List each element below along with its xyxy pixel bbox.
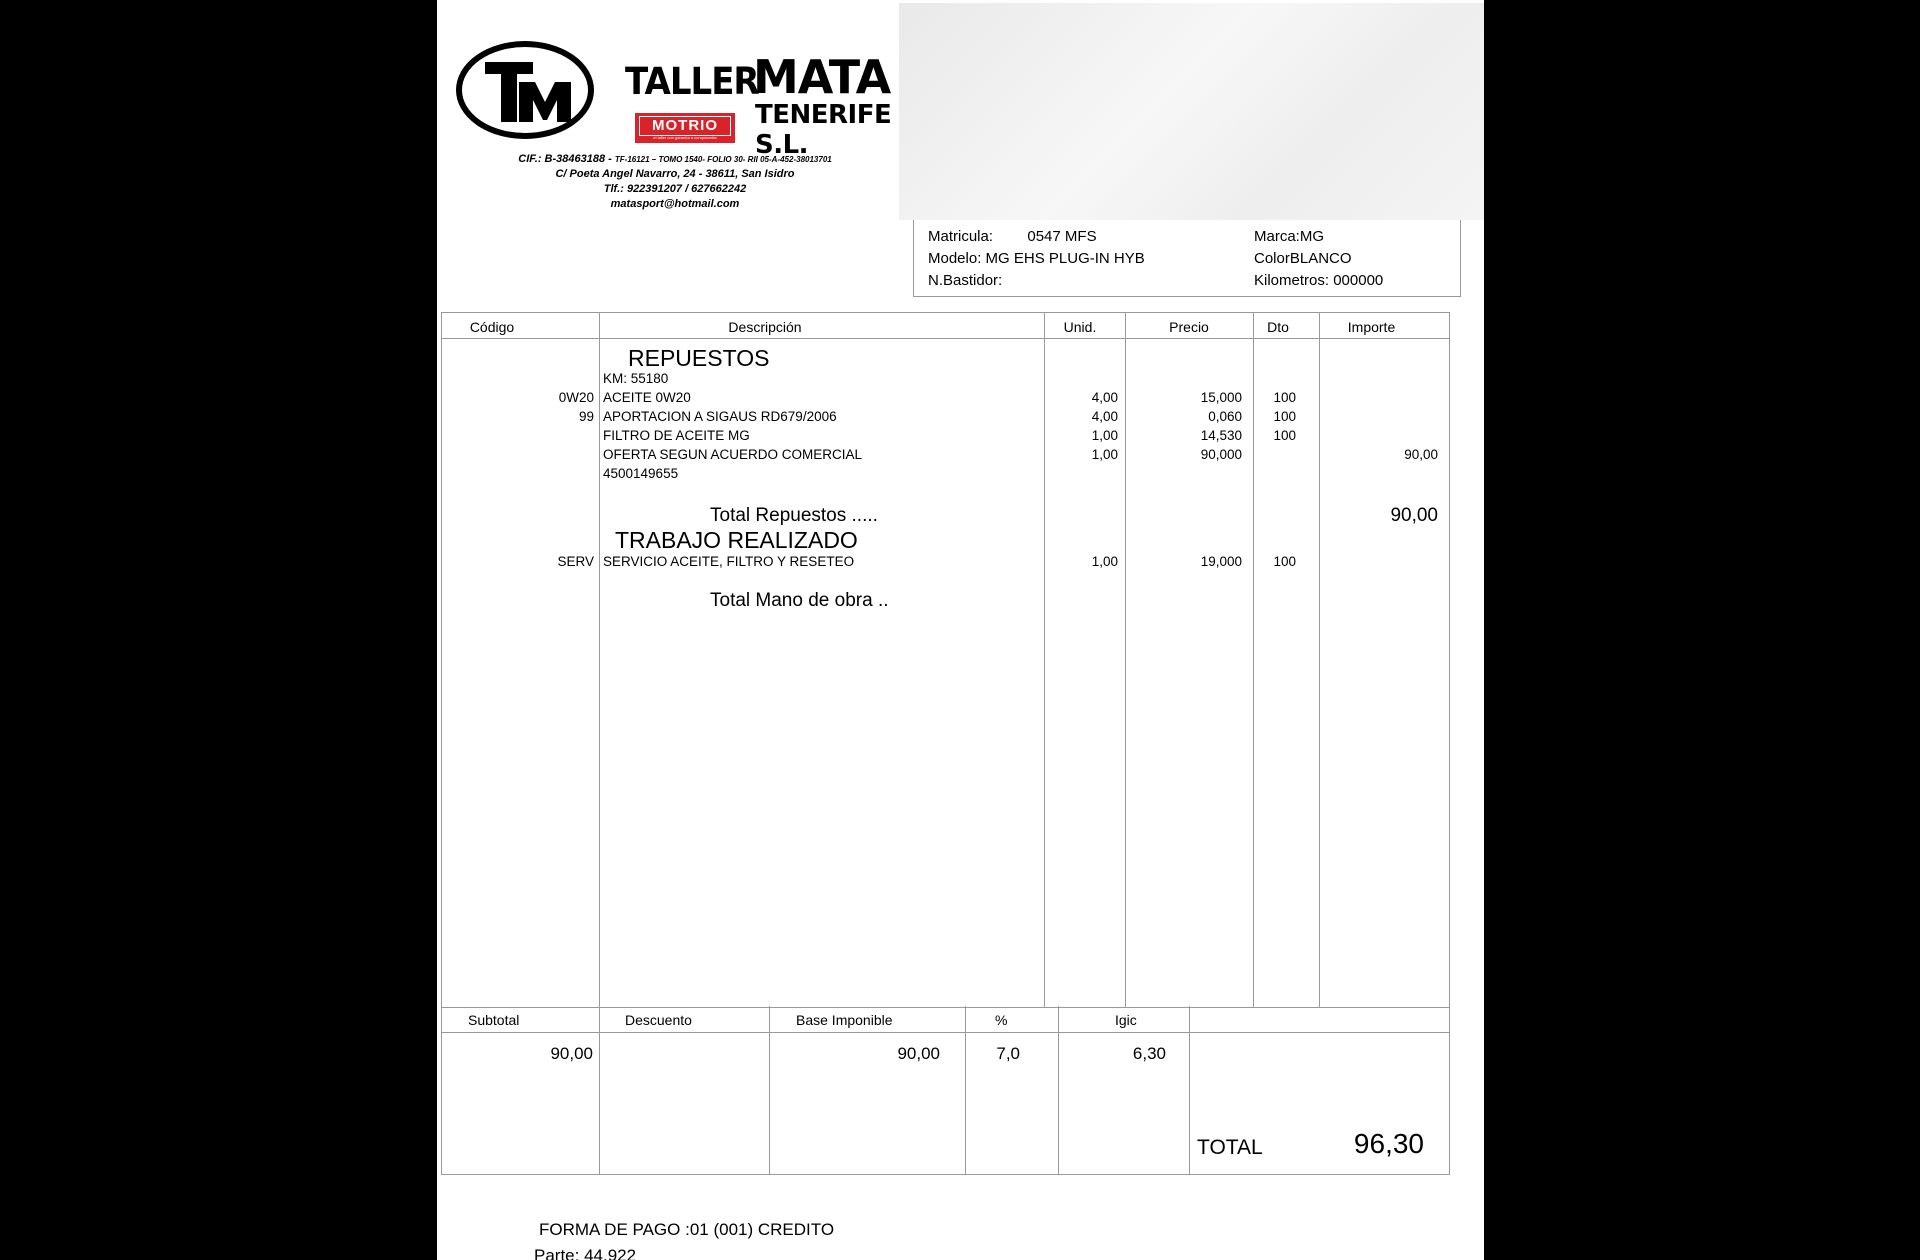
color-row bbox=[1254, 250, 1352, 267]
row-precio: 14,530 bbox=[1200, 428, 1242, 443]
row-codigo: 0W20 bbox=[558, 390, 594, 405]
row-descripcion: FILTRO DE ACEITE MG bbox=[603, 428, 750, 443]
header-precio: Precio bbox=[1169, 319, 1209, 335]
header-unid: Unid. bbox=[1063, 319, 1097, 335]
total-repuestos-value: 90,00 bbox=[1390, 505, 1438, 526]
km-note: KM: 55180 bbox=[603, 371, 669, 386]
total-repuestos-label: Total Repuestos ..... bbox=[710, 505, 878, 526]
logo-word-mata: MATA bbox=[753, 50, 891, 104]
row-dto: 100 bbox=[1273, 409, 1296, 424]
subtotal-value: 90,00 bbox=[550, 1044, 593, 1063]
repuestos-title: REPUESTOS bbox=[628, 345, 770, 371]
cif: CIF.: B-38463188 - bbox=[518, 153, 612, 165]
marca-value: MG bbox=[1299, 228, 1325, 245]
invoice-page bbox=[437, 0, 1484, 1260]
total-label: TOTAL bbox=[1197, 1136, 1263, 1159]
logo-word-taller: TALLER bbox=[625, 60, 759, 104]
motrio-label: MOTRIO bbox=[639, 116, 731, 136]
color-value: BLANCO bbox=[1289, 250, 1352, 267]
trabajo-title: TRABAJO REALIZADO bbox=[615, 527, 858, 553]
row-descripcion: APORTACION A SIGAUS RD679/2006 bbox=[603, 409, 837, 424]
modelo-label: Modelo: bbox=[928, 250, 982, 267]
parte-row bbox=[534, 1246, 636, 1260]
address: C/ Poeta Angel Navarro, 24 - 38611, San Isidro bbox=[555, 168, 795, 180]
total-value: 96,30 bbox=[1353, 1128, 1424, 1159]
pct-value: 7,0 bbox=[996, 1044, 1020, 1063]
row-importe: 90,00 bbox=[1404, 447, 1438, 462]
modelo-value: MG EHS PLUG-IN HYB bbox=[985, 250, 1145, 267]
row-dto: 100 bbox=[1273, 428, 1296, 443]
redacted-region bbox=[899, 3, 1484, 220]
header-descripcion: Descripción bbox=[728, 319, 802, 335]
igic-value: 6,30 bbox=[1132, 1044, 1166, 1063]
summary-table bbox=[441, 1006, 1450, 1175]
row-descripcion: SERVICIO ACEITE, FILTRO Y RESETEO bbox=[603, 554, 855, 569]
cif-line bbox=[455, 152, 895, 167]
email: matasport@hotmail.com bbox=[610, 198, 740, 210]
motrio-badge bbox=[635, 113, 735, 143]
km-value: 000000 bbox=[1333, 272, 1384, 289]
row-descripcion: ACEITE 0W20 bbox=[603, 390, 691, 405]
row-codigo: 99 bbox=[578, 409, 594, 424]
base-label: Base Imponible bbox=[796, 1012, 893, 1028]
phone: Tlf.: 922391207 / 627662242 bbox=[603, 183, 747, 195]
company-logo bbox=[455, 40, 895, 220]
marca-row bbox=[1254, 228, 1324, 245]
motrio-tagline: el taller con garantía a conquicontia bbox=[653, 135, 717, 140]
parte-value: 44.922 bbox=[584, 1246, 637, 1260]
registry: TF-16121 – TOMO 1540- FOLIO 30- RII 05-A-452-38013701 bbox=[614, 155, 832, 164]
row-descripcion: OFERTA SEGUN ACUERDO COMERCIAL bbox=[603, 447, 863, 462]
header-dto: Dto bbox=[1267, 319, 1289, 335]
row-unid: 1,00 bbox=[1091, 447, 1118, 462]
marca-label: Marca: bbox=[1254, 228, 1300, 245]
company-info bbox=[455, 152, 895, 212]
descuento-label: Descuento bbox=[625, 1012, 692, 1028]
row-precio: 15,000 bbox=[1200, 390, 1242, 405]
row-precio: 19,000 bbox=[1200, 554, 1242, 569]
header-codigo: Código bbox=[469, 319, 515, 335]
parte-label: Parte: bbox=[534, 1246, 580, 1260]
km-row bbox=[1254, 272, 1383, 289]
matricula-label: Matricula: bbox=[928, 228, 994, 245]
row-precio: 0,060 bbox=[1208, 409, 1242, 424]
logo-word-tenerife: TENERIFE S.L. bbox=[755, 100, 892, 160]
total-mano-label: Total Mano de obra .. bbox=[710, 590, 889, 611]
row-codigo: SERV bbox=[557, 554, 594, 569]
matricula-row bbox=[928, 228, 1097, 245]
header-importe: Importe bbox=[1347, 319, 1396, 335]
modelo-row bbox=[928, 250, 1145, 267]
bastidor-label: N.Bastidor: bbox=[928, 272, 1003, 289]
base-value: 90,00 bbox=[897, 1044, 940, 1063]
tm-monogram-logo bbox=[455, 40, 595, 140]
row-dto: 100 bbox=[1273, 554, 1296, 569]
km-label: Kilometros: bbox=[1254, 272, 1330, 289]
row-dto: 100 bbox=[1273, 390, 1296, 405]
igic-label: Igic bbox=[1115, 1012, 1137, 1028]
ref-number: 4500149655 bbox=[603, 466, 679, 481]
row-unid: 4,00 bbox=[1091, 409, 1118, 424]
forma-pago: FORMA DE PAGO :01 (001) CREDITO bbox=[539, 1220, 835, 1239]
pct-label: % bbox=[995, 1012, 1008, 1028]
subtotal-label: Subtotal bbox=[468, 1012, 520, 1028]
row-unid: 1,00 bbox=[1091, 428, 1118, 443]
bastidor-row bbox=[928, 272, 1002, 289]
row-precio: 90,000 bbox=[1200, 447, 1242, 462]
matricula-value: 0547 MFS bbox=[1027, 228, 1097, 245]
color-label: Color bbox=[1254, 250, 1290, 267]
items-table bbox=[441, 312, 1450, 1008]
vehicle-info bbox=[913, 220, 1461, 297]
row-unid: 1,00 bbox=[1091, 554, 1118, 569]
row-unid: 4,00 bbox=[1091, 390, 1118, 405]
